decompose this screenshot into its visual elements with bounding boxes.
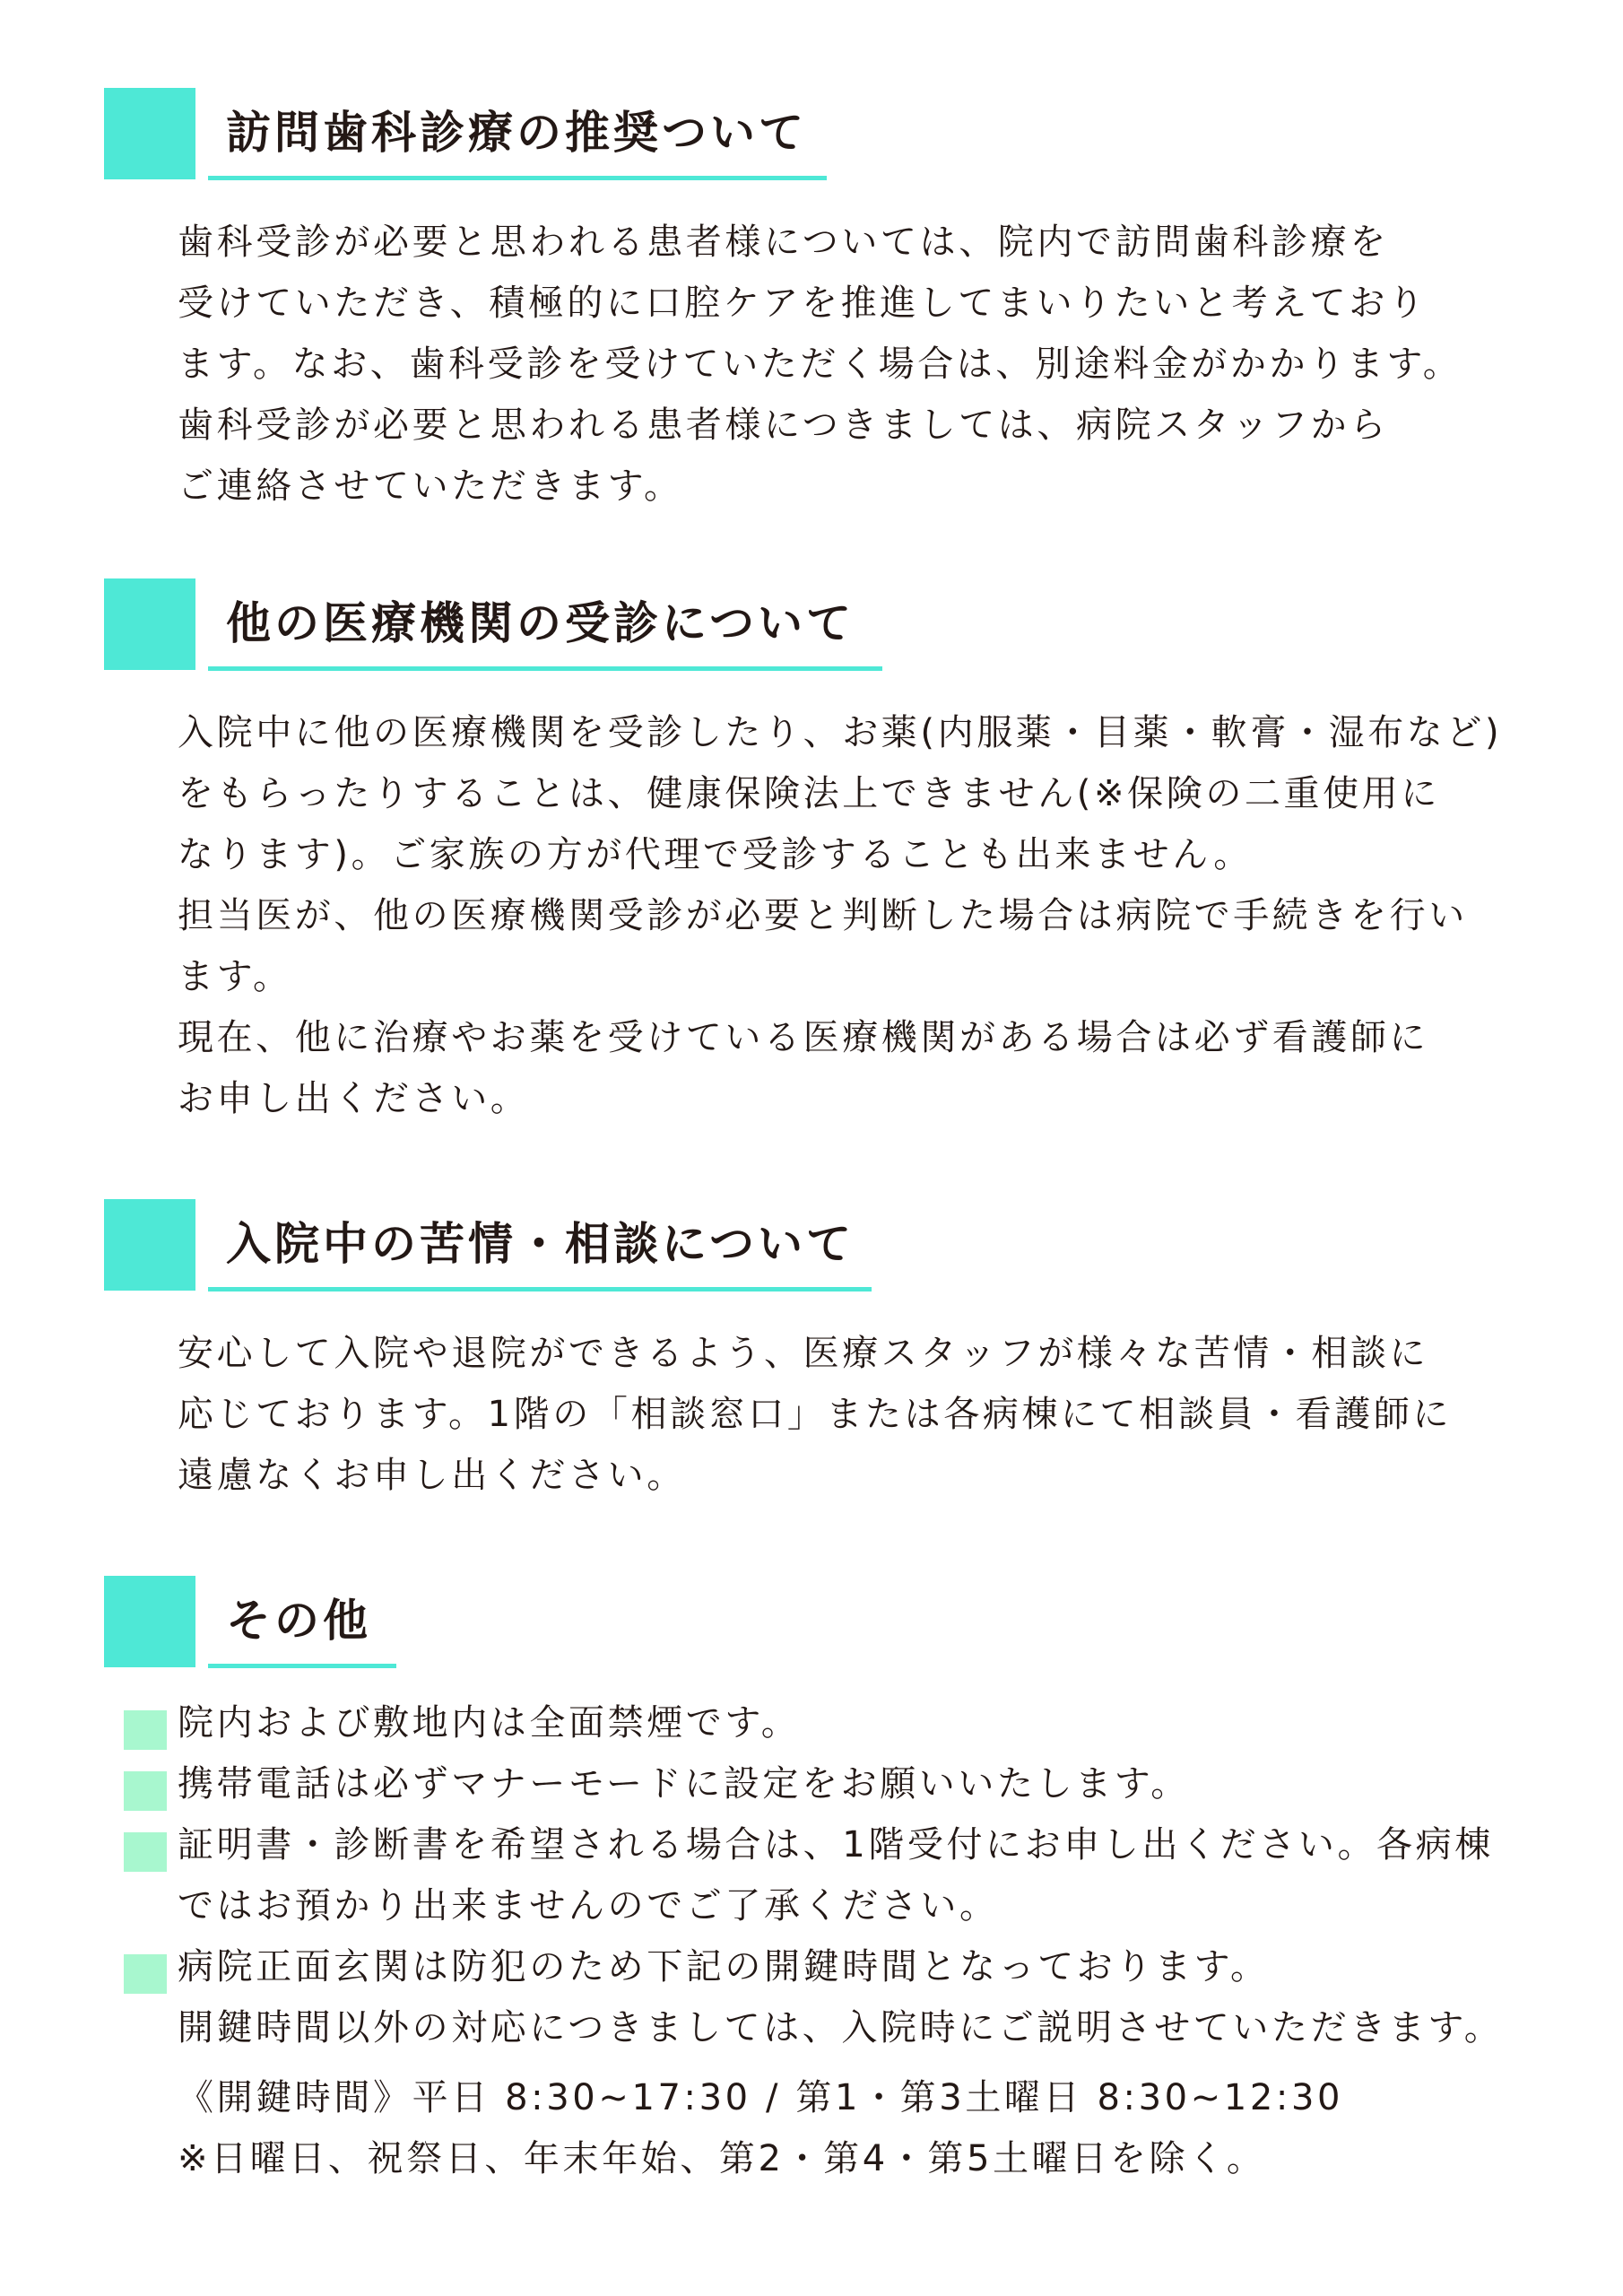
bullet-item xyxy=(178,1692,1541,1753)
bullet-line: 病院正面玄関は防犯のため下記の開鍵時間となっております。 xyxy=(178,1946,1270,1987)
body-line: なります)。ご家族の方が代理で受診することも出来ません。 xyxy=(178,834,1253,875)
bullet-square-icon xyxy=(124,1771,167,1811)
heading-square-icon xyxy=(104,1576,195,1667)
section-title: その他 xyxy=(226,1595,371,1647)
section-other-institutions xyxy=(0,578,1623,1119)
body-line: 歯科受診が必要と思われる患者様につきましては、病院スタッフから xyxy=(178,404,1389,446)
closed-days-note: ※日曜日、祝祭日、年末年始、第2・第4・第5土曜日を除く。 xyxy=(178,2138,1266,2179)
opening-hours: 《開鍵時間》平日 8:30~17:30 / 第1・第3土曜日 8:30~12:30 xyxy=(178,2077,1344,2118)
heading-square-icon xyxy=(104,88,195,179)
body-line: 応じております。1階の「相談窓口」または各病棟にて相談員・看護師に xyxy=(178,1394,1453,1435)
body-line: 担当医が、他の医療機関受診が必要と判断した場合は病院で手続きを行い xyxy=(178,895,1468,936)
body-line: 安心して入院や退院ができるよう、医療スタッフが様々な苦情・相談に xyxy=(178,1333,1429,1374)
heading-underline xyxy=(208,1664,396,1668)
body-line: お申し出ください。 xyxy=(178,1078,530,1119)
body-line: ます。 xyxy=(178,956,292,997)
section-complaints xyxy=(0,1199,1623,1496)
section-body xyxy=(178,702,1541,1129)
section-body xyxy=(178,212,1541,517)
heading-square-icon xyxy=(104,1199,195,1291)
bullet-square-icon xyxy=(124,1954,167,1994)
section-other xyxy=(0,1576,1623,2179)
heading-underline xyxy=(208,176,827,180)
section-heading xyxy=(0,1199,1623,1298)
section-heading xyxy=(0,578,1623,677)
section-home-dental xyxy=(0,88,1623,507)
bullet-square-icon xyxy=(124,1710,167,1750)
body-line: 入院中に他の医療機関を受診したり、お薬(内服薬・目薬・軟膏・湿布など) xyxy=(178,712,1503,753)
bullet-line: 証明書・診断書を希望される場合は、1階受付にお申し出ください。各病棟 xyxy=(178,1824,1494,1866)
bullet-item xyxy=(178,1936,1541,2058)
section-title: 入院中の苦情・相談について xyxy=(226,1218,855,1270)
bullet-line: 開鍵時間以外の対応につきましては、入院時にご説明させていただきます。 xyxy=(178,2007,1504,2048)
section-heading xyxy=(0,88,1623,187)
body-line: ます。なお、歯科受診を受けていただく場合は、別途料金がかかります。 xyxy=(178,344,1462,385)
section-body xyxy=(178,1692,1541,2189)
body-line: をもらったりすることは、健康保険法上できません(※保険の二重使用に xyxy=(178,773,1440,814)
heading-square-icon xyxy=(104,578,195,670)
heading-underline xyxy=(208,666,882,671)
section-body xyxy=(178,1323,1541,1506)
section-title: 他の医療機関の受診について xyxy=(226,597,855,649)
bullet-item xyxy=(178,1814,1541,1936)
bullet-line: ではお預かり出来ませんのでご了承ください。 xyxy=(178,1885,999,1926)
body-line: 受けていただき、積極的に口腔ケアを推進してまいりたいと考えており xyxy=(178,283,1428,324)
body-line: ご連絡させていただきます。 xyxy=(178,465,683,507)
bullet-line: 院内および敷地内は全面禁煙です。 xyxy=(178,1702,801,1744)
section-title: 訪問歯科診療の推奨ついて xyxy=(226,107,807,159)
body-line: 歯科受診が必要と思われる患者様については、院内で訪問歯科診療を xyxy=(178,222,1389,263)
body-line: 遠慮なくお申し出ください。 xyxy=(178,1455,686,1496)
bullet-line: 携帯電話は必ずマナーモードに設定をお願いいたします。 xyxy=(178,1763,1190,1805)
bullet-square-icon xyxy=(124,1832,167,1872)
bullet-item xyxy=(178,1753,1541,1814)
body-line: 現在、他に治療やお薬を受けている医療機関がある場合は必ず看護師に xyxy=(178,1017,1429,1058)
section-heading xyxy=(0,1576,1623,1674)
heading-underline xyxy=(208,1287,872,1292)
